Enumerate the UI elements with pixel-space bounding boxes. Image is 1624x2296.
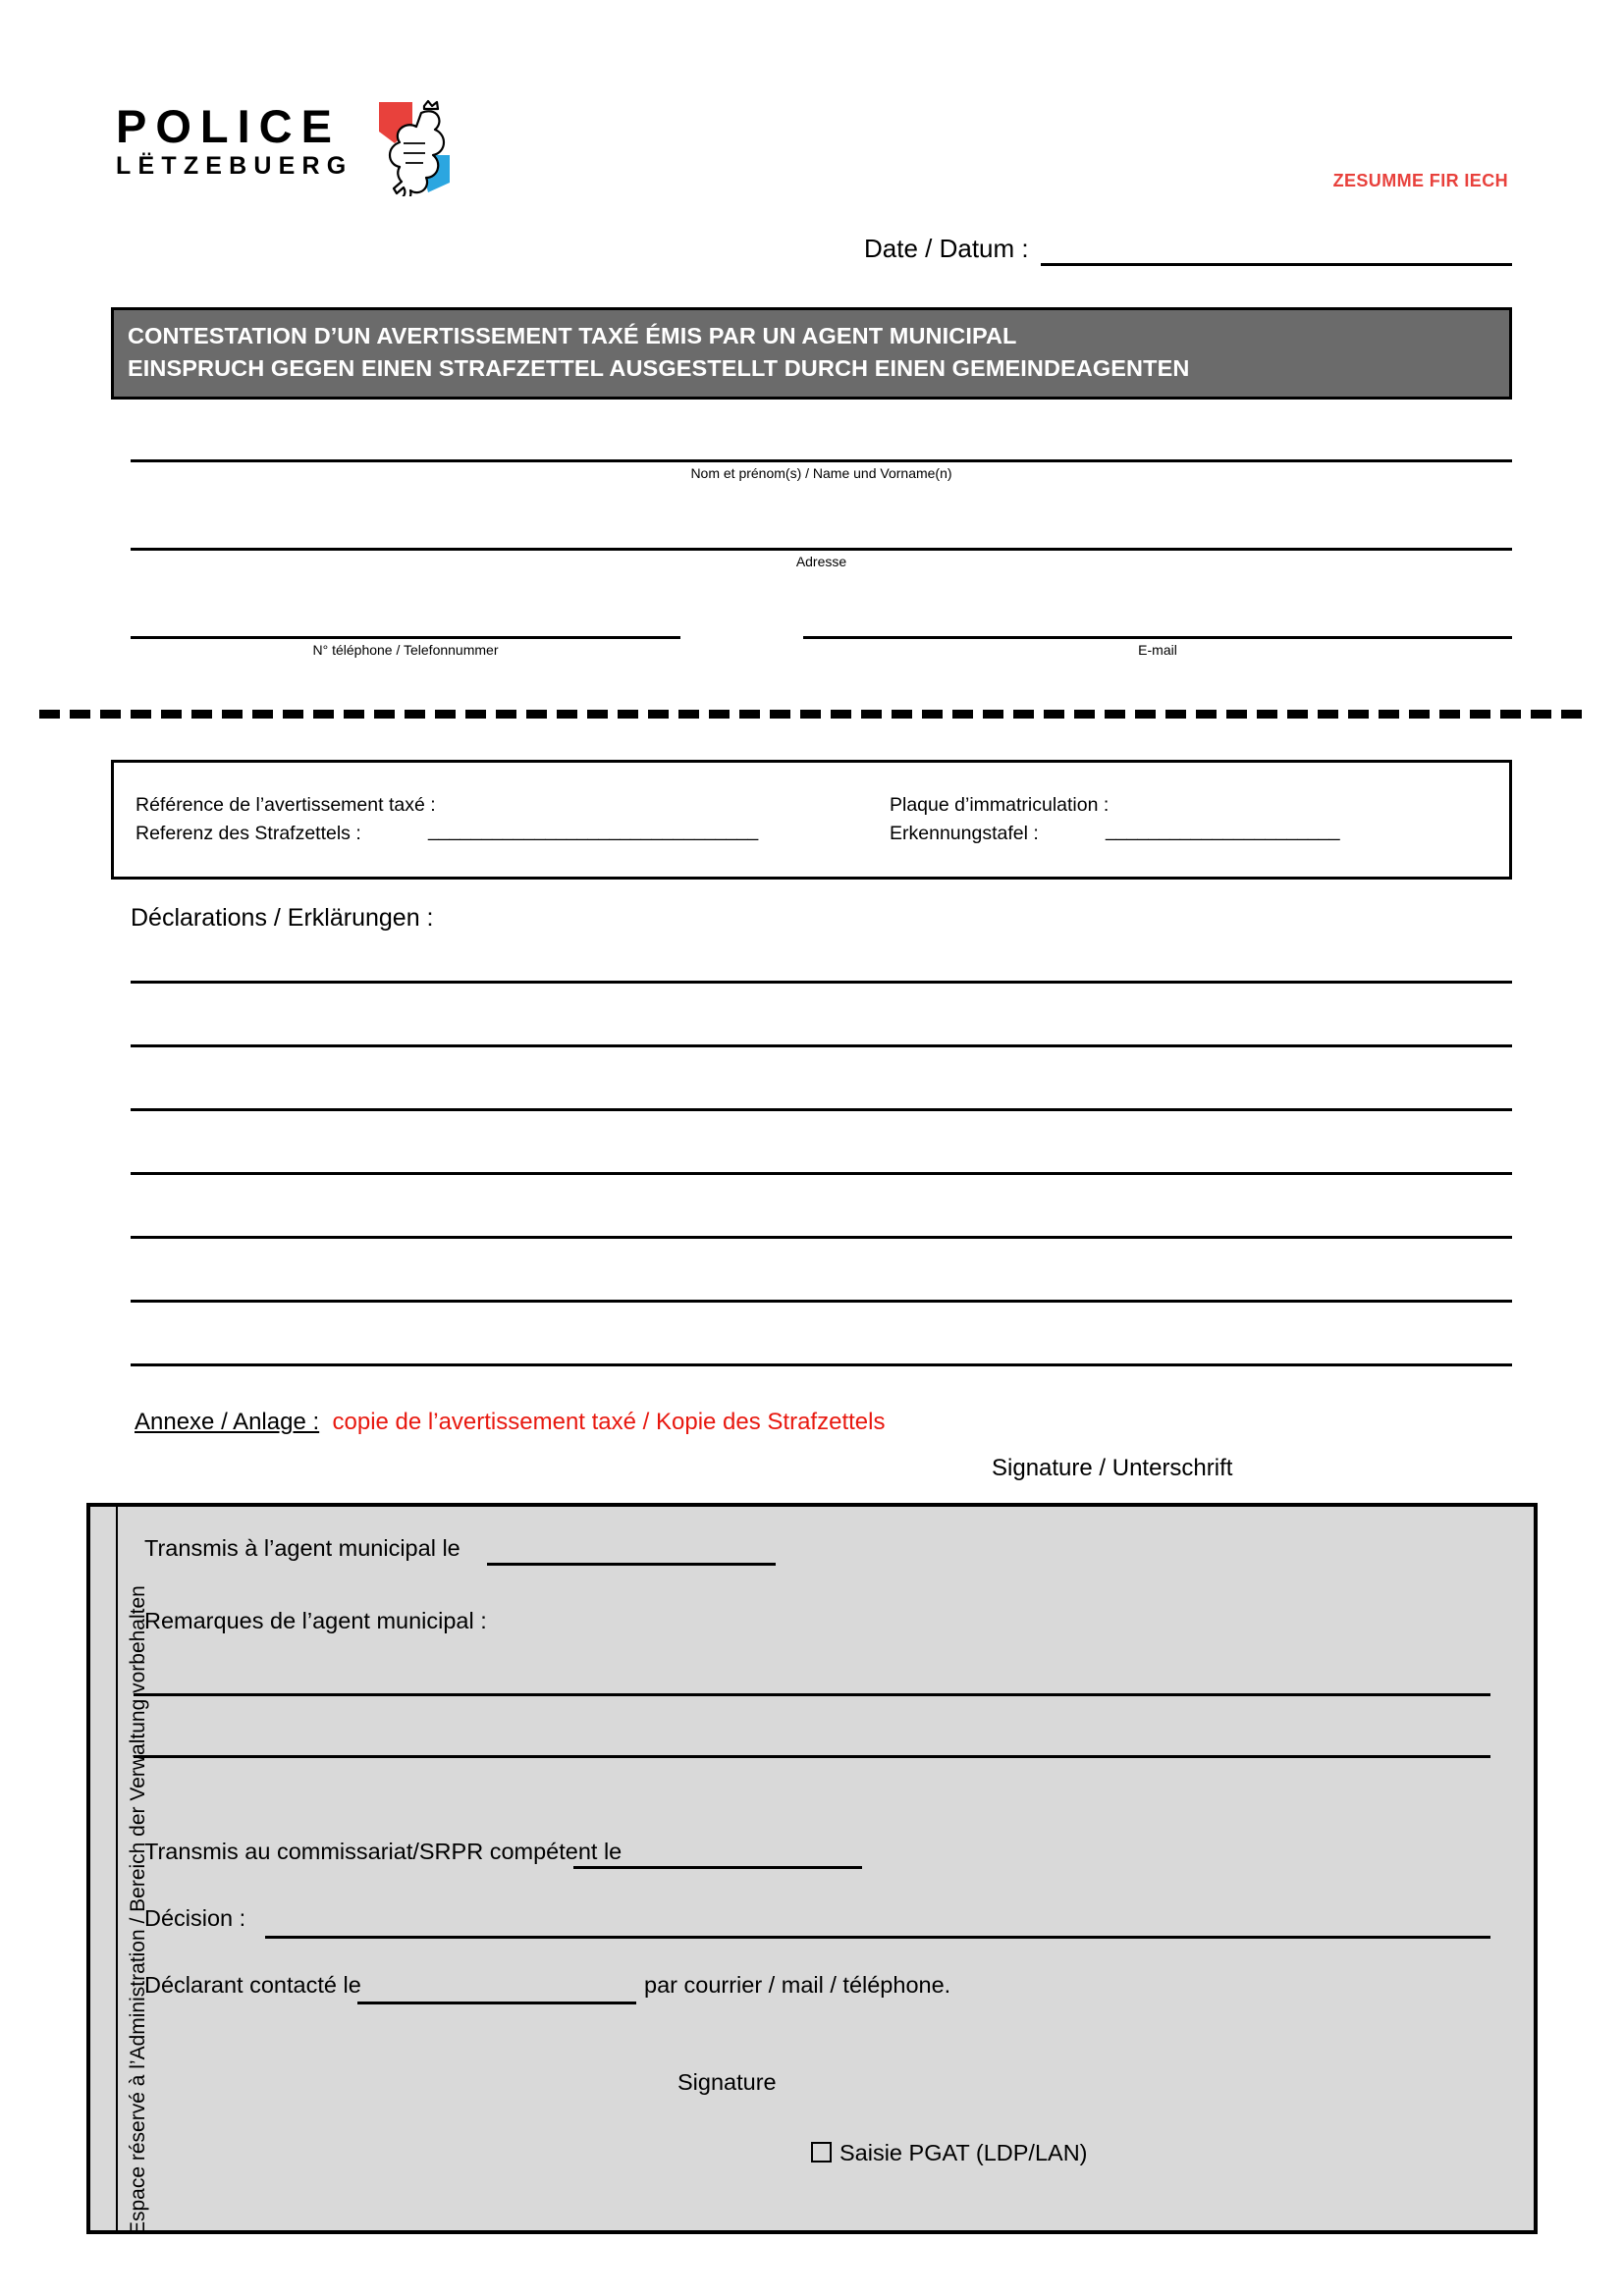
signature-label-admin: Signature bbox=[677, 2069, 777, 2095]
annexe-label: Annexe / Anlage : bbox=[135, 1409, 320, 1435]
address-input-line[interactable] bbox=[131, 548, 1512, 551]
declaration-line[interactable] bbox=[131, 1300, 1512, 1303]
logo-subwordmark: LËTZEBUERG bbox=[116, 152, 353, 180]
plate-label-fr: Plaque d’immatriculation : bbox=[890, 794, 1110, 816]
plate-input-line[interactable]: ______________________ bbox=[1106, 820, 1340, 841]
transmitted-commissariat-input-line[interactable] bbox=[573, 1866, 862, 1869]
name-input-line[interactable] bbox=[131, 459, 1512, 462]
decision-input-line[interactable] bbox=[265, 1936, 1490, 1939]
declarant-contacted-input-line[interactable] bbox=[357, 2002, 636, 2004]
declaration-line[interactable] bbox=[131, 1236, 1512, 1239]
admin-vertical-label: Espace réservé à l’Administration / Bereich der Verwaltung vorbehalten bbox=[127, 1585, 149, 2235]
declaration-line[interactable] bbox=[131, 1108, 1512, 1111]
administration-reserved-box bbox=[86, 1503, 1538, 2234]
date-row bbox=[864, 234, 1512, 266]
signature-label-top: Signature / Unterschrift bbox=[992, 1455, 1233, 1481]
remarks-label: Remarques de l’agent municipal : bbox=[144, 1608, 487, 1633]
annexe-value: copie de l’avertissement taxé / Kopie des Strafzettels bbox=[332, 1409, 886, 1435]
annexe-row bbox=[135, 1409, 885, 1436]
declaration-line[interactable] bbox=[131, 981, 1512, 984]
form-title-bar bbox=[111, 307, 1512, 400]
cut-here-dashed-line bbox=[39, 710, 1589, 719]
date-label: Date / Datum : bbox=[864, 234, 1029, 263]
email-caption: E-mail bbox=[1138, 642, 1177, 658]
slogan-text: ZESUMME FIR IECH bbox=[1332, 171, 1508, 190]
declarant-contacted-suffix: par courrier / mail / téléphone. bbox=[644, 1972, 951, 1998]
luxembourg-lion-icon bbox=[373, 98, 456, 196]
remarks-line[interactable] bbox=[134, 1693, 1490, 1696]
saisie-pgat-checkbox[interactable] bbox=[811, 2142, 832, 2163]
declaration-line[interactable] bbox=[131, 1363, 1512, 1366]
reference-labels bbox=[135, 791, 436, 848]
declarant-contacted-label: Déclarant contacté le bbox=[144, 1972, 361, 1998]
form-title-de: EINSPRUCH GEGEN EINEN STRAFZETTEL AUSGESTELLT DURCH EINEN GEMEINDEAGENTEN bbox=[128, 355, 1190, 381]
transmitted-commissariat-label: Transmis au commissariat/SRPR compétent le bbox=[144, 1839, 623, 1864]
transmitted-agent-input-line[interactable] bbox=[487, 1563, 776, 1566]
reference-label-de: Referenz des Strafzettels : bbox=[135, 823, 361, 844]
transmitted-agent-label: Transmis à l’agent municipal le bbox=[144, 1535, 460, 1561]
phone-caption: N° téléphone / Telefonnummer bbox=[312, 642, 499, 658]
saisie-pgat-label: Saisie PGAT (LDP/LAN) bbox=[839, 2140, 1088, 2165]
declaration-line[interactable] bbox=[131, 1172, 1512, 1175]
email-input-line[interactable] bbox=[803, 636, 1512, 639]
declaration-line[interactable] bbox=[131, 1044, 1512, 1047]
plate-labels bbox=[890, 791, 1109, 848]
logo-wordmark: POLICE bbox=[116, 100, 341, 152]
reference-box bbox=[111, 760, 1512, 880]
reference-input-line[interactable]: _______________________________ bbox=[428, 820, 759, 841]
admin-sidebar-divider bbox=[116, 1507, 118, 2230]
saisie-pgat-row[interactable] bbox=[811, 2140, 1088, 2166]
decision-label: Décision : bbox=[144, 1905, 246, 1931]
reference-label-fr: Référence de l’avertissement taxé : bbox=[135, 794, 436, 816]
plate-label-de: Erkennungstafel : bbox=[890, 823, 1039, 844]
name-caption: Nom et prénom(s) / Name und Vorname(n) bbox=[690, 465, 952, 481]
address-caption: Adresse bbox=[795, 554, 847, 569]
phone-input-line[interactable] bbox=[131, 636, 680, 639]
date-input-line[interactable] bbox=[1041, 238, 1512, 266]
police-logo bbox=[116, 102, 450, 196]
remarks-line[interactable] bbox=[134, 1755, 1490, 1758]
declarations-label: Déclarations / Erklärungen : bbox=[131, 904, 434, 932]
form-title-fr: CONTESTATION D’UN AVERTISSEMENT TAXÉ ÉMIS PAR UN AGENT MUNICIPAL bbox=[128, 323, 1017, 348]
